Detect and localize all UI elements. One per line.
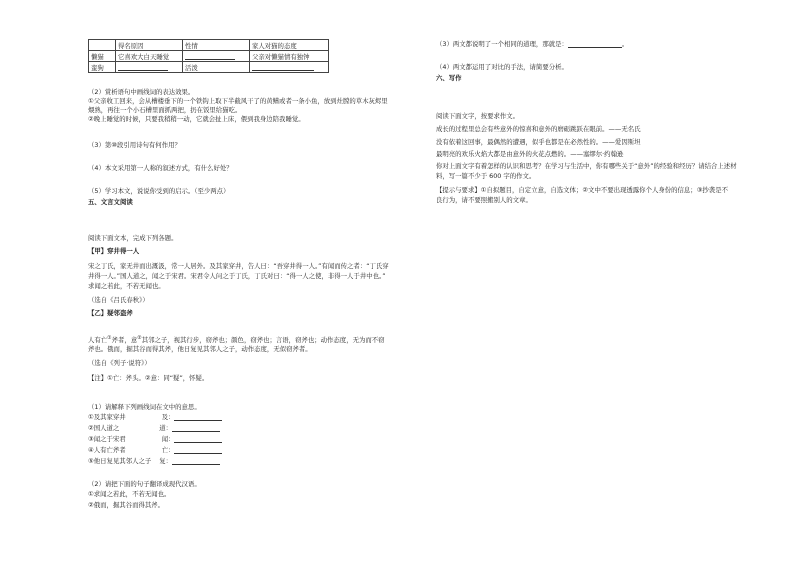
table-cell: 蛮狗 [89, 62, 116, 73]
table-cell: 父亲对懒猫情有独钟 [250, 51, 329, 62]
question-1: （1）请解释下列画线词在文中的意思。 [88, 403, 201, 411]
text-yi-title: 【乙】疑邻盗斧 [88, 309, 133, 317]
table-cell: 懒猫 [89, 51, 116, 62]
translate-1: ①求闻之若此，不若无闻也。 [88, 490, 171, 498]
text-yi-fragment: 人有亡 [88, 336, 108, 345]
text-jia-source: （选自《吕氏春秋》） [88, 296, 149, 304]
quote-3: 最明亮的欢乐火焰大都是由意外的火花点燃的。——塞缪尔·约翰逊 [436, 150, 624, 158]
word-5-phrase: ⑤他日复见其邻人之子 [88, 457, 152, 465]
word-5-key: 复： [159, 457, 173, 465]
table-cell: 它喜欢大白天睡觉 [116, 51, 183, 62]
word-4 [88, 446, 222, 454]
word-1-phrase: ①及其家穿井 [88, 413, 126, 421]
text-jia-line-2: 井得一人。”国人道之，闻之于宋君。宋君令人问之于丁氏，丁氏对曰：“得一人之使，非得一人于井中也。” [88, 272, 386, 280]
table-cell-blank[interactable] [183, 51, 250, 62]
text-jia-title: 【甲】穿井得一人 [88, 247, 140, 255]
question-2-sentence-1b: 煨熟，再往一个小石槽里面抓两把，扔在饭里给猫吃。 [88, 106, 242, 114]
question-4-right: （4）两文都运用了对比的手法，请简要分析。 [436, 63, 568, 71]
answer-blank[interactable] [172, 431, 220, 432]
table-cell-blank[interactable] [116, 62, 183, 73]
table-header-cell: 性情 [183, 40, 250, 51]
question-3: （3）第⑩段引用诗句有何作用？ [88, 141, 181, 149]
table-header-cell: 家人对猫的态度 [250, 40, 329, 51]
text-yi-source: （选自《列子·说符》） [88, 359, 151, 367]
question-2: （2）赏析语句中画线词的表达效果。 [88, 88, 195, 96]
word-5 [88, 457, 220, 465]
answer-blank[interactable] [174, 453, 222, 454]
section-6-heading: 六、写作 [436, 74, 462, 82]
question-3-text: （3）两文都说明了一个相同的道理，那就是： [436, 40, 568, 48]
text-yi-fragment: 斧者，意 [111, 336, 138, 345]
word-4-phrase: ④人有亡斧者 [88, 446, 126, 454]
answer-blank[interactable] [174, 442, 222, 443]
table-cell: 活泼 [183, 62, 250, 73]
reading-instruction: 阅读下面文本，完成下列各题。 [88, 234, 178, 242]
answer-blank[interactable] [568, 47, 622, 48]
answer-blank[interactable] [174, 420, 222, 421]
word-2 [88, 424, 220, 432]
table-header-row [89, 40, 329, 51]
table-cell-blank[interactable] [250, 62, 329, 73]
question-4: （4）本文采用第一人称的叙述方式，有什么好处？ [88, 164, 233, 172]
info-table [88, 39, 329, 73]
translate-2: ②俄而，掘其谷而得其斧。 [88, 501, 165, 509]
answer-blank[interactable] [172, 464, 220, 465]
section-5-heading: 五、文言文阅读 [88, 198, 133, 206]
text-jia-line-3: 求闻之若此，不若无闻也。 [88, 282, 165, 290]
word-2-key: 道： [159, 424, 173, 432]
table-row [89, 62, 329, 73]
question-2-sentence-1a: ①父亲收工回来，会从槽楼垂下的一个铁钩上取下半截风干了的黄鳝或者一条小鱼，放到灶膛的草木灰烬里 [88, 97, 388, 105]
prompt-line-1: 你对上面文字有着怎样的认识和思考？在学习与生活中，你有哪些关于“意外”的经验和经历？请结合上述材 [436, 162, 737, 170]
table-header-cell: 得名原因 [116, 40, 183, 51]
word-1-key: 及： [161, 413, 175, 421]
question-2b: （2）请把下面的句子翻译成现代汉语。 [88, 480, 201, 488]
question-5: （5）学习本文，说说你受到的启示。（至少两点） [88, 187, 230, 195]
prompt-line-2: 料，写一篇不少于 600 字的作文。 [436, 172, 536, 180]
quote-2: 没有依着这回事，最偶然的遭遇，似乎也都是在必然性的。——爱因斯坦 [436, 138, 641, 146]
question-3-right [436, 40, 628, 48]
text-jia-line-1: 宋之丁氏，家无井而出溉汲，常一人居外。及其家穿井，告人曰：“吾穿井得一人。”有闻而传之者：“丁氏穿 [88, 262, 389, 270]
footnote: 【注】①亡：斧头。②意：同“疑”，怀疑。 [88, 374, 209, 382]
text-yi-fragment: 其邻之子，视其行步，窃斧也；颜色，窃斧也；言语，窃斧也；动作态度，无为而不窃 [141, 336, 385, 345]
question-2-sentence-2: ②晚上睡觉的时候，只要我稍稍一动，它就会扯上床，偎到我身边陪我睡觉。 [88, 115, 305, 123]
text-yi-line-1 [88, 334, 385, 344]
footnote-marker-icon: ① [107, 335, 112, 341]
question-3-end: 。 [621, 40, 629, 48]
word-1 [88, 413, 222, 421]
writing-instruction: 阅读下面文字，按要求作文。 [436, 112, 520, 120]
footnote-marker-icon: ② [137, 335, 142, 341]
word-3-key: 闻： [161, 435, 175, 443]
tips-line-2: 良行为，请不要照搬别人的文章。 [436, 196, 532, 204]
word-2-phrase: ②国人道之 [88, 424, 120, 432]
word-3 [88, 435, 222, 443]
table-row [89, 51, 329, 62]
text-yi-line-2: 斧也。俄而，掘其谷而得其斧，他日复见其邻人之子，动作态度，无似窃斧者。 [88, 345, 312, 353]
table-header-cell [89, 40, 116, 51]
tips-line-1: 【提示与要求】①自拟题目，自定立意，自选文体；②文中不要出现透露你个人身份的信息；③抄袭是不 [436, 186, 728, 194]
quote-1: 成长的过程里总会有些意外的惊喜和意外的磨砺跳跃在眼前。——无名氏 [436, 125, 641, 133]
word-3-phrase: ③闻之于宋君 [88, 435, 126, 443]
word-4-key: 亡： [161, 446, 175, 454]
